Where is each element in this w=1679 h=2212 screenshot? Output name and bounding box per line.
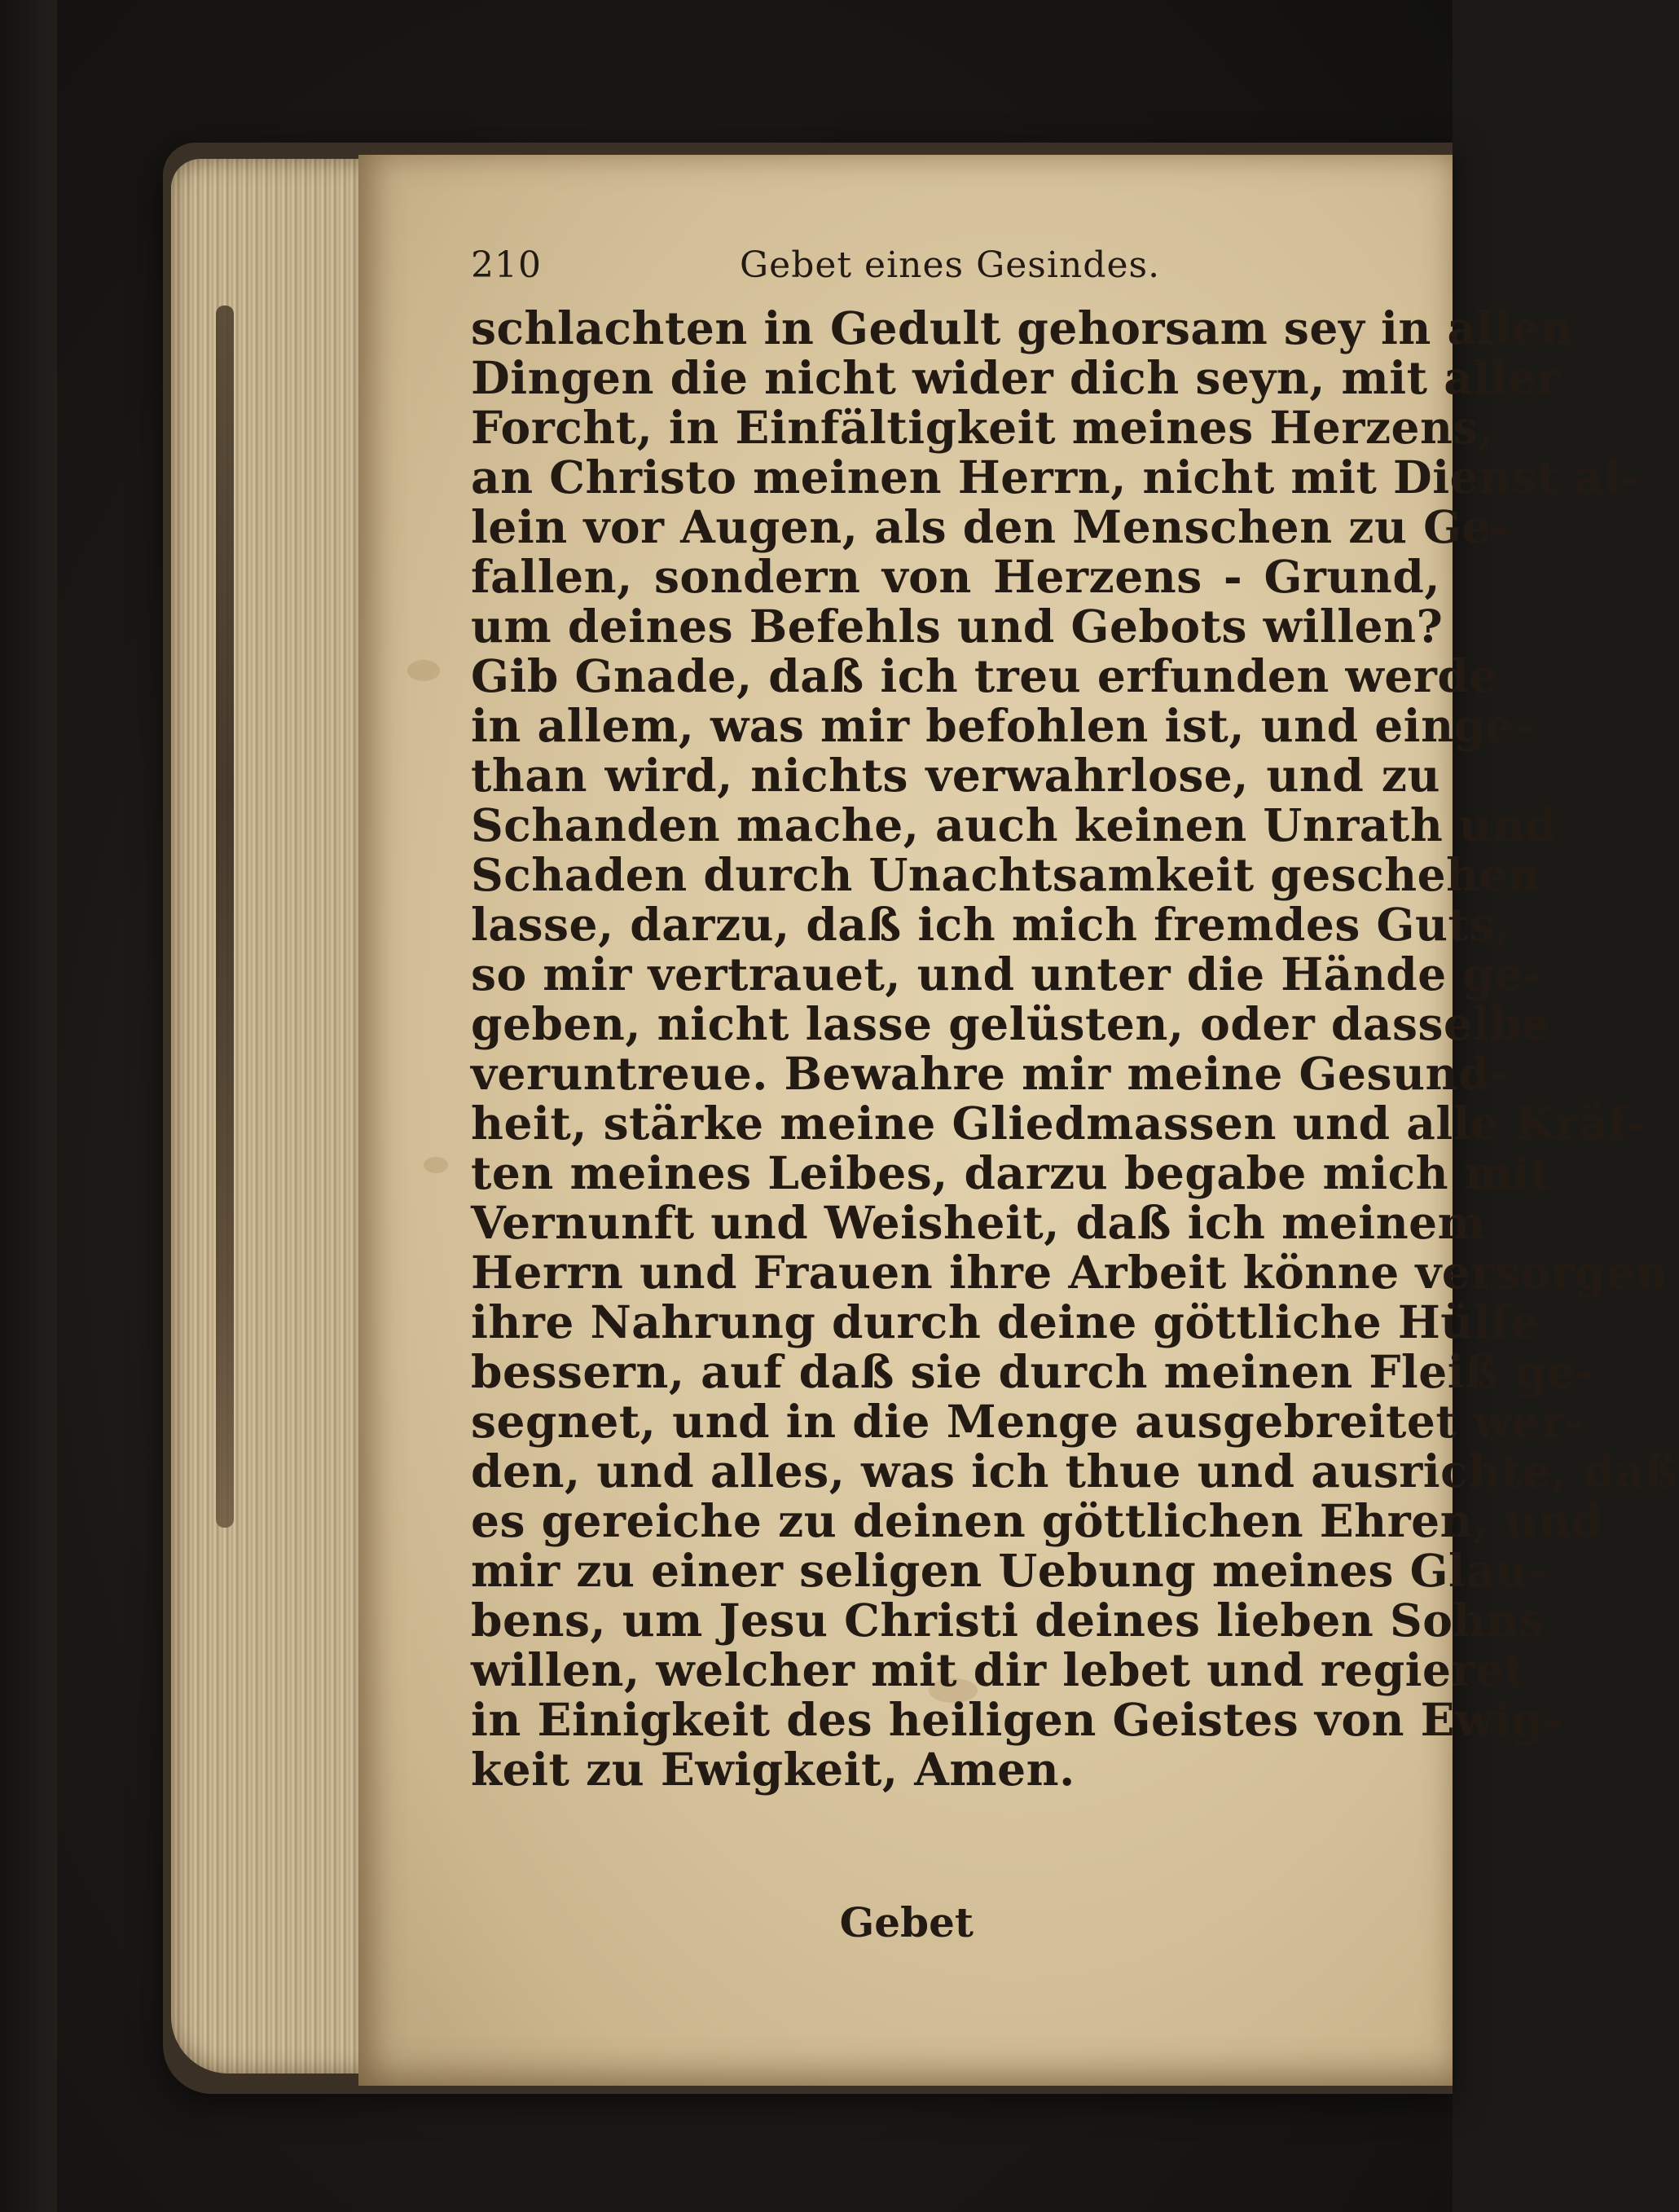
text-line: um deines Befehls und Gebots willen? — [471, 600, 1444, 653]
page-text-block — [471, 244, 1679, 1796]
text-line: an Christo meinen Herrn, nicht mit Dienst al- — [471, 451, 1641, 504]
text-line: Vernunft und Weisheit, daß ich meinem — [471, 1196, 1486, 1249]
text-line: Forcht, in Einfältigkeit meines Herzens, — [471, 401, 1495, 454]
text-line: ihre Nahrung durch deine göttliche Hülfe — [471, 1295, 1540, 1348]
text-line: Herrn und Frauen ihre Arbeit könne versorgen — [471, 1246, 1668, 1299]
text-line: in allem, was mir befohlen ist, und einge- — [471, 699, 1534, 752]
text-line: fallen, sondern von Herzens - Grund, — [471, 550, 1440, 603]
stain-spot — [407, 660, 440, 681]
text-line: heit, stärke meine Gliedmassen und alle Kräf- — [471, 1097, 1646, 1150]
text-line: than wird, nichts verwahrlose, und zu — [471, 749, 1440, 802]
text-line: lein vor Augen, als den Menschen zu Ge- — [471, 500, 1510, 553]
page-edges — [171, 159, 375, 2073]
text-line: es gereiche zu deinen göttlichen Ehren, und — [471, 1494, 1603, 1547]
text-line: geben, nicht lasse gelüsten, oder dasselbe — [471, 997, 1551, 1050]
text-line: lasse, darzu, daß ich mich fremdes Guts, — [471, 898, 1511, 951]
text-line: bessern, auf daß sie durch meinen Fleiß ge- — [471, 1345, 1595, 1398]
background-shadow — [0, 0, 57, 2212]
catchword: Gebet — [839, 1898, 974, 1946]
text-line: schlachten in Gedult gehorsam sey in allen — [471, 301, 1574, 354]
text-line: Schaden durch Unachtsamkeit geschehen — [471, 848, 1541, 901]
text-line: willen, welcher mit dir lebet und regieret — [471, 1643, 1526, 1696]
running-title: Gebet eines Gesindes. — [740, 244, 1161, 286]
text-line: in Einigkeit des heiligen Geistes von Ewig- — [471, 1693, 1563, 1746]
text-line: Schanden mache, auch keinen Unrath und — [471, 798, 1557, 851]
text-line: Gib Gnade, daß ich treu erfunden werde — [471, 649, 1498, 702]
text-line: keit zu Ewigkeit, Amen. — [471, 1743, 1075, 1796]
text-line: ten meines Leibes, darzu begabe mich mit — [471, 1146, 1551, 1199]
text-line: segnet, und in die Menge ausgebreitet wer- — [471, 1395, 1585, 1448]
text-line: so mir vertrauet, und unter die Hände ge- — [471, 948, 1543, 1000]
text-line: Dingen die nicht wider dich seyn, mit aller — [471, 351, 1562, 404]
text-line: bens, um Jesu Christi deines lieben Sohns — [471, 1594, 1545, 1647]
stain-spot — [424, 1157, 448, 1173]
page-header — [471, 244, 1448, 293]
text-line: veruntreue. Bewahre mir meine Gesund- — [471, 1047, 1510, 1100]
text-line: mir zu einer seligen Uebung meines Glau- — [471, 1544, 1548, 1597]
text-line: den, und alles, was ich thue und ausrichte, daß — [471, 1445, 1679, 1497]
body-text — [471, 301, 1679, 1796]
page-number: 210 — [471, 244, 542, 286]
